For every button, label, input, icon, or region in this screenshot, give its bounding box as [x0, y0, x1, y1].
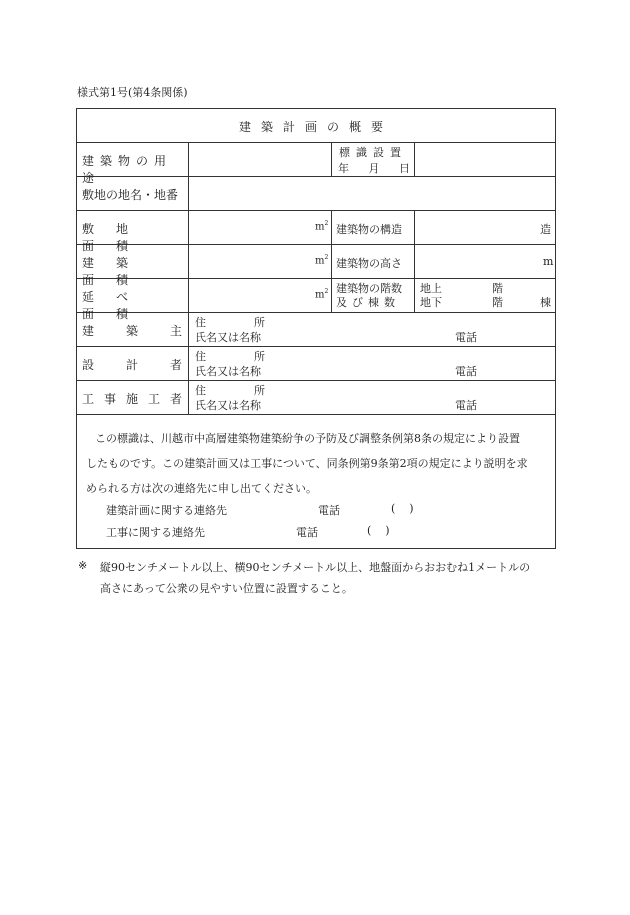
notice-line: この標識は、川越市中高層建築物建築紛争の予防及び調整条例第8条の規定により設置 [95, 432, 520, 445]
rule [76, 414, 556, 415]
area-unit: $m^2$ [315, 288, 329, 301]
floors-label: 建築物の階数 [336, 282, 402, 295]
designer-label: 設 計 者 [82, 358, 182, 372]
name-label: 氏名又は名称 [195, 331, 261, 344]
contact-plan-paren: ( ) [391, 502, 414, 515]
site-area-label: 敷地面積 [82, 222, 151, 253]
contact-work-label: 工事に関する連絡先 [106, 526, 205, 539]
address-label: 住 所 [195, 316, 265, 329]
address-label: 住 所 [195, 350, 265, 363]
contact-work-paren: ( ) [367, 524, 390, 537]
contact-work-phone: 電話 [296, 526, 318, 539]
rule [414, 142, 415, 176]
building-area-label: 建築面積 [82, 256, 151, 287]
above-ground-label: 地上 [420, 282, 442, 295]
footnote-line: 縦90センチメートル以上、横90センチメートル以上、地盤面からおおむね1メートルの [100, 561, 531, 574]
floor-unit: 階 [492, 282, 503, 295]
rule [76, 142, 556, 143]
count-label: 及び棟数 [336, 296, 400, 309]
building-count-unit: 棟 [540, 296, 551, 309]
sign-date-label: 標識設置 [339, 146, 407, 159]
rule [76, 210, 556, 211]
phone-label: 電話 [455, 365, 477, 378]
owner-label: 建 築 主 [82, 324, 182, 338]
below-ground-label: 地下 [420, 296, 442, 309]
phone-label: 電話 [455, 399, 477, 412]
year-label: 年 [338, 162, 349, 175]
contact-plan-label: 建築計画に関する連絡先 [106, 504, 227, 517]
notice-line: められる方は次の連絡先に申し出てください。 [86, 482, 317, 495]
rule [76, 380, 556, 381]
rule [188, 142, 189, 414]
rule [414, 210, 415, 312]
notice-line: したものです。この建築計画又は工事について、同条例第9条第2項の規定により説明を求 [86, 457, 528, 470]
phone-label: 電話 [455, 331, 477, 344]
area-unit: $m^2$ [315, 254, 329, 267]
use-label: 建築物の用途 [82, 154, 173, 185]
structure-label: 建築物の構造 [336, 223, 402, 236]
height-unit: m [543, 255, 554, 268]
footnote-mark: ※ [78, 559, 88, 572]
name-label: 氏名又は名称 [195, 399, 261, 412]
rule [331, 142, 332, 176]
footnote-line: 高さにあって公衆の見やすい位置に設置すること。 [100, 582, 353, 595]
site-label: 敷地の地名・地番 [82, 188, 179, 202]
contractor-label: 工 事 施 工 者 [82, 392, 182, 406]
contact-plan-phone: 電話 [318, 504, 340, 517]
floor-unit: 階 [492, 296, 503, 309]
sign-date-sub [338, 160, 410, 176]
table-title: 建築計画の概要 [238, 120, 393, 134]
day-label: 日 [399, 162, 410, 175]
floor-area-label: 延べ面積 [82, 290, 151, 321]
area-unit: $m^2$ [315, 220, 329, 233]
rule [76, 346, 556, 347]
month-label: 月 [368, 162, 380, 175]
rule [331, 210, 332, 312]
name-label: 氏名又は名称 [195, 365, 261, 378]
height-label: 建築物の高さ [336, 257, 402, 270]
structure-unit: 造 [540, 223, 551, 236]
address-label: 住 所 [195, 384, 265, 397]
form-id: 様式第1号(第4条関係) [77, 86, 188, 99]
